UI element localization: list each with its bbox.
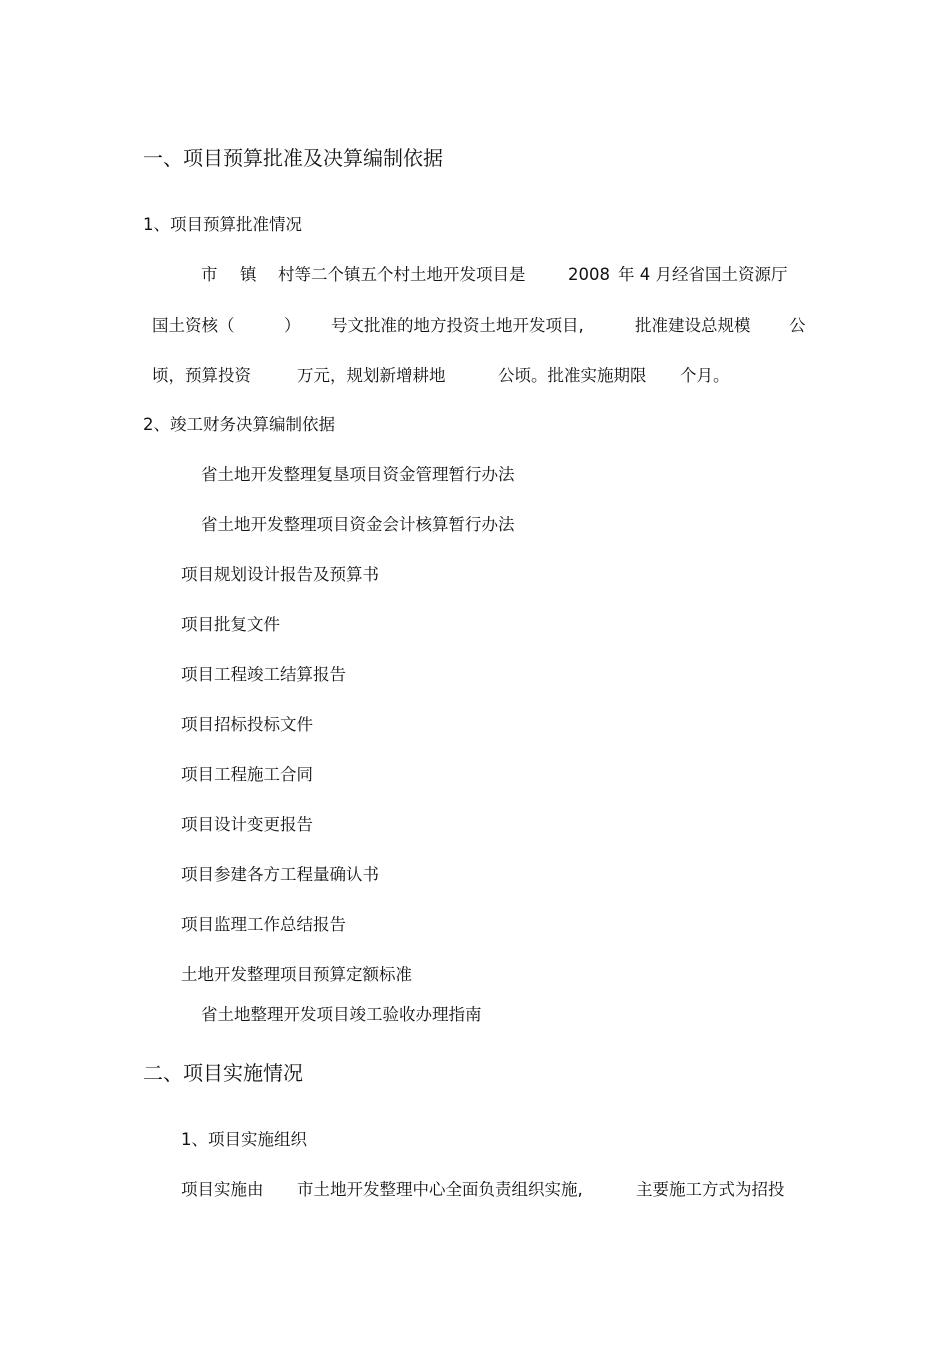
text-segment: 村等二个镇五个村土地开发项目是 xyxy=(278,265,526,284)
text-segment: 镇 xyxy=(240,265,257,284)
text-segment: 国土资核（ xyxy=(152,316,235,335)
basis-item: 省土地开发整理项目资金会计核算暂行办法 xyxy=(201,515,515,534)
basis-item: 省土地开发整理复垦项目资金管理暂行办法 xyxy=(201,465,515,484)
subsection-1-2-heading: 2、竣工财务决算编制依据 xyxy=(143,415,335,434)
text-segment: 项目实施由 xyxy=(181,1180,264,1199)
approval-paragraph-line-3 xyxy=(0,368,950,388)
text-segment: 年 4 月经省国土资源厅 xyxy=(618,265,788,284)
section-1-heading: 一、项目预算批准及决算编制依据 xyxy=(143,146,443,170)
text-segment: 批准建设总规模 xyxy=(635,316,751,335)
text-segment: 主要施工方式为招投 xyxy=(636,1180,785,1199)
implementation-paragraph-line-1 xyxy=(0,1182,950,1202)
basis-item: 省土地整理开发项目竣工验收办理指南 xyxy=(201,1005,482,1024)
basis-item: 项目规划设计报告及预算书 xyxy=(181,565,379,584)
text-segment: 顷，预算投资 xyxy=(152,366,251,385)
text-segment: 公 xyxy=(789,316,806,335)
approval-paragraph-line-1 xyxy=(0,267,950,287)
text-segment: 市土地开发整理中心全面负责组织实施, xyxy=(297,1180,583,1199)
section-2-heading: 二、项目实施情况 xyxy=(143,1061,303,1085)
text-segment: 公顷。批准实施期限 xyxy=(498,366,647,385)
basis-item: 项目批复文件 xyxy=(181,615,280,634)
basis-item: 项目工程竣工结算报告 xyxy=(181,665,346,684)
text-segment: 号文批准的地方投资土地开发项目, xyxy=(331,316,584,335)
text-segment: 2008 xyxy=(568,265,610,284)
text-segment: ） xyxy=(284,316,301,335)
text-segment: 市 xyxy=(201,265,218,284)
basis-item: 项目监理工作总结报告 xyxy=(181,915,346,934)
basis-item: 项目设计变更报告 xyxy=(181,815,313,834)
basis-item: 土地开发整理项目预算定额标准 xyxy=(181,965,412,984)
subsection-2-1-heading: 1、项目实施组织 xyxy=(181,1130,307,1149)
basis-item: 项目工程施工合同 xyxy=(181,765,313,784)
basis-item: 项目参建各方工程量确认书 xyxy=(181,865,379,884)
text-segment: 万元，规划新增耕地 xyxy=(297,366,446,385)
approval-paragraph-line-2 xyxy=(0,318,950,338)
basis-item: 项目招标投标文件 xyxy=(181,715,313,734)
subsection-1-1-heading: 1、项目预算批准情况 xyxy=(143,215,302,234)
text-segment: 个月。 xyxy=(680,366,730,385)
